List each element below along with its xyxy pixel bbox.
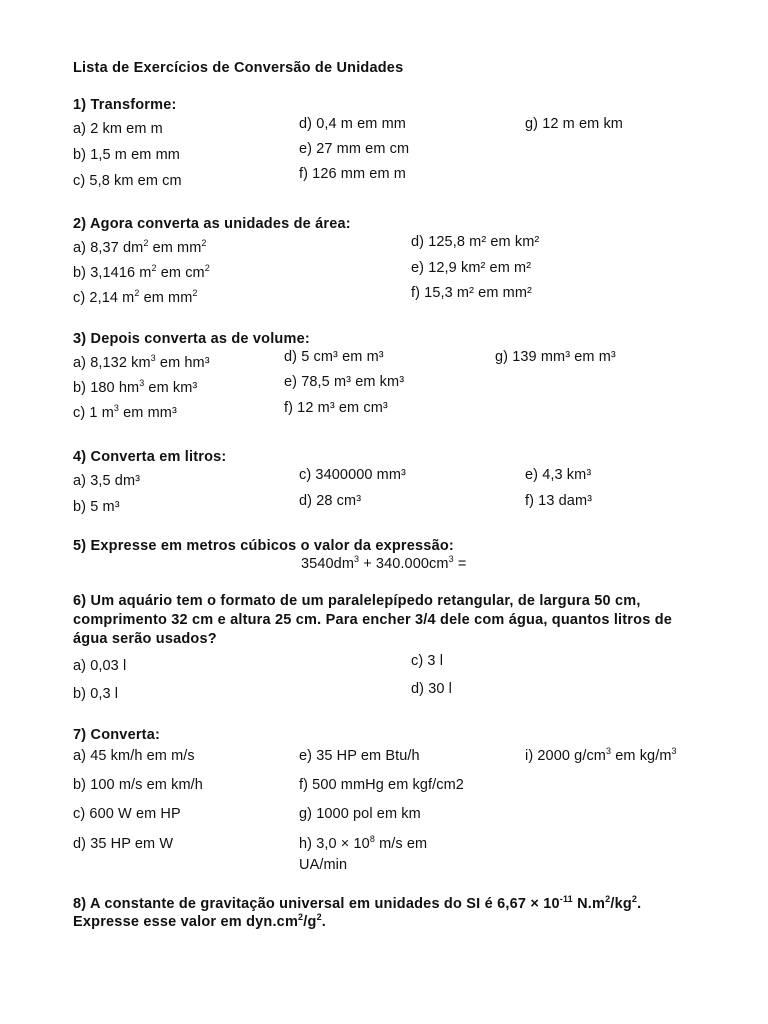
q3-heading: 3) Depois converta as de volume:: [73, 331, 310, 347]
q3-item-e: e) 78,5 m³ em km³: [284, 374, 405, 390]
q1-item-c: c) 5,8 km em cm: [73, 173, 182, 189]
q7-item-h: h) $3,0 \times 10^8$ m/s em: [299, 834, 428, 852]
q7-item-c: c) 600 W em HP: [73, 806, 181, 822]
q2-item-c: c) 2,14 $m^2$ em $mm^2$: [73, 288, 198, 306]
q4-item-b: b) 5 m³: [73, 499, 120, 515]
q4-item-a: a) 3,5 dm³: [73, 473, 141, 489]
q1-item-b: b) 1,5 m em mm: [73, 147, 180, 163]
q4-item-d: d) 28 cm³: [299, 493, 362, 509]
q2-heading: 2) Agora converta as unidades de área:: [73, 216, 351, 232]
q7-item-a: a) 45 km/h em m/s: [73, 748, 195, 764]
q2-item-f: f) 15,3 m² em mm²: [411, 285, 532, 301]
q1-item-d: d) 0,4 m em mm: [299, 116, 406, 132]
q1-item-a: a) 2 km em m: [73, 121, 163, 137]
q7-item-i: i) 2000 $g/cm^3$ em $kg/m^3$: [525, 746, 677, 764]
q4-item-c: c) 3400000 mm³: [299, 467, 406, 483]
q6-option-a: a) 0,03 l: [73, 658, 127, 674]
q7-item-g: g) 1000 pol em km: [299, 806, 421, 822]
q6-statement-line-3: água serão usados?: [73, 631, 217, 647]
q2-item-a: a) 8,37 $dm^2$ em $mm^2$: [73, 238, 207, 256]
q4-item-e: e) 4,3 km³: [525, 467, 592, 483]
q2-item-d: d) 125,8 m² em km²: [411, 234, 540, 250]
document-title: Lista de Exercícios de Conversão de Unidades: [73, 60, 404, 76]
q6-statement-line-1: 6) Um aquário tem o formato de um paralelepípedo retangular, de largura 50 cm,: [73, 593, 641, 609]
q8-statement-line-2: Expresse esse valor em $dyn.cm^2/g^2$.: [73, 912, 327, 930]
q5-expression: $3540dm^3 + 340.000cm^3$ =: [301, 554, 467, 572]
q3-item-a: a) 8,132 $km^3$ em hm³: [73, 353, 210, 371]
q3-item-f: f) 12 m³ em cm³: [284, 400, 388, 416]
q3-item-d: d) 5 cm³ em m³: [284, 349, 384, 365]
q6-option-b: b) 0,3 l: [73, 686, 119, 702]
q1-heading: 1) Transforme:: [73, 97, 177, 113]
q1-item-g: g) 12 m em km: [525, 116, 623, 132]
q2-item-e: e) 12,9 km² em m²: [411, 260, 532, 276]
q6-statement-line-2: comprimento 32 cm e altura 25 cm. Para encher 3/4 dele com água, quantos litros de: [73, 612, 673, 628]
q2-item-b: b) 3,1416 $m^2$ em $cm^2$: [73, 263, 210, 281]
q3-item-b: b) 180 $hm^3$ em km³: [73, 378, 198, 396]
q7-item-b: b) 100 m/s em km/h: [73, 777, 203, 793]
q7-item-f: f) 500 mmHg em kgf/cm2: [299, 777, 464, 793]
q3-item-g: g) 139 mm³ em m³: [495, 349, 616, 365]
q4-item-f: f) 13 dam³: [525, 493, 593, 509]
q4-heading: 4) Converta em litros:: [73, 449, 227, 465]
q7-heading: 7) Converta:: [73, 727, 160, 743]
q7-item-e: e) 35 HP em Btu/h: [299, 748, 420, 764]
q8-statement-line-1: 8) A constante de gravitação universal em unidades do SI é $6,67 \times 10^{-11}$ $N.m^2/kg^2$.: [73, 894, 642, 912]
q1-item-e: e) 27 mm em cm: [299, 141, 410, 157]
q7-item-h-continuation: UA/min: [299, 857, 348, 873]
q7-item-d: d) 35 HP em W: [73, 836, 174, 852]
q3-item-c: c) 1 $m^3$ em mm³: [73, 403, 177, 421]
q6-option-c: c) 3 l: [411, 653, 444, 669]
q6-option-d: d) 30 l: [411, 681, 452, 697]
q5-heading: 5) Expresse em metros cúbicos o valor da expressão:: [73, 538, 454, 554]
q1-item-f: f) 126 mm em m: [299, 166, 406, 182]
